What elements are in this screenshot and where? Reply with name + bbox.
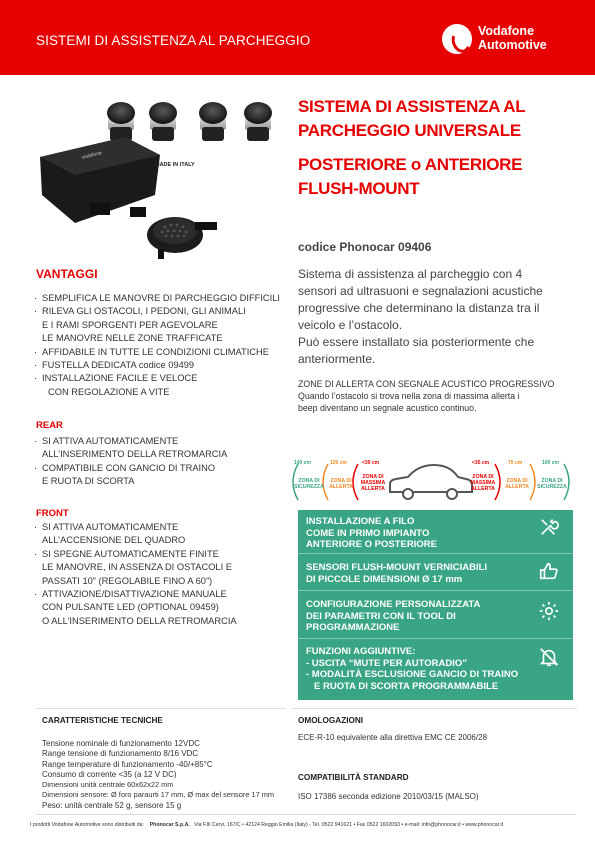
zone-label-safety: ZONA DI SICUREZZA [294, 478, 324, 490]
zone-distance: 100 cm [542, 460, 559, 466]
bell-off-icon [537, 646, 561, 670]
vodafone-logo-icon [442, 24, 472, 54]
spec-line: Tensione nominale di funzionamento 12VDC [42, 739, 200, 748]
feature-extra: FUNZIONI AGGIUNTIVE: - USCITA “MUTE PER AUTORADIO” - MODALITÀ ESCLUSIONE GANCIO DI TRAINO E RUOTA DI SCORTA PROGRAMMABILE [306, 646, 519, 692]
spec-line: Range temperature di funzionamento -40/+85°C [42, 759, 213, 769]
divider [292, 708, 577, 709]
thumbs-up-icon [537, 560, 561, 584]
list-item: · COMPATIBILE CON GANCIO DI TRAINO E RUOTA DI SCORTA [36, 462, 286, 489]
front-title: FRONT [36, 508, 69, 519]
divider [36, 708, 286, 709]
product-subtitle: POSTERIORE o ANTERIORE FLUSH-MOUNT [298, 155, 523, 198]
tools-icon [537, 516, 561, 540]
omologazioni-text: ECE-R-10 equivalente alla direttiva EMC CE 2006/28 [298, 733, 487, 742]
header-bar [0, 0, 595, 75]
specs-section [42, 716, 282, 811]
control-unit [40, 137, 160, 223]
zone-label-max-alert: ZONA DI MASSIMA ALLERTA [360, 474, 386, 492]
zone-label-safety: ZONA DI SICUREZZA [537, 478, 567, 490]
front-list [36, 521, 286, 628]
list-item: · SI SPEGNE AUTOMATICAMENTE FINITE LE MANOVRE, IN ASSENZA DI OSTACOLI E PASSATI 10” (REGOLABILE FINO A 60”) [36, 548, 286, 588]
zone-distance: <30 cm [362, 460, 380, 466]
vantaggi-title: VANTAGGI [36, 267, 98, 281]
zone-label-alert: ZONA DI ALLERTA [505, 478, 529, 490]
omologazioni-title: OMOLOGAZIONI [298, 716, 364, 725]
divider [298, 590, 573, 591]
zone-distance: 140 cm [294, 460, 311, 466]
header-title: SISTEMI DI ASSISTENZA AL PARCHEGGIO [36, 33, 311, 48]
sensor-3 [199, 102, 227, 141]
feature-sensors: SENSORI FLUSH-MOUNT VERNICIABILI DI PICCOLE DIMENSIONI Ø 17 mm [306, 562, 488, 585]
spec-line: Peso: unità centrale 52 g, sensore 15 g [42, 800, 182, 810]
spec-line: Dimensioni sensore: Ø foro paraurti 17 mm, Ø max del sensore 17 mm [42, 790, 275, 800]
product-code: codice Phonocar 09406 [298, 240, 432, 254]
vantaggi-list [36, 292, 286, 399]
zone-label-alert: ZONA DI ALLERTA [329, 478, 353, 490]
footer: I prodotti Vodafone Automotive sono distribuiti da: Phonocar S.p.A. Via F.lli Cervi, 167/C • 42124 Reggio Emilia (Italy) - Tel. 0522 941621 • Fax 0522 1602093 • e-mail: info@phonocar.it • www.phonocar.it [30, 822, 504, 828]
spec-line: Range tensione di funzionamento 8/16 VDC [42, 749, 199, 759]
spec-line: Dimensioni unità centrale 60x62x22 mm [42, 780, 174, 790]
zone-label-max-alert: ZONA DI MASSIMA ALLERTA [470, 474, 496, 492]
gear-icon [537, 600, 561, 624]
sensor-4 [244, 102, 272, 141]
certifications-section [298, 716, 578, 803]
list-item: · SEMPLIFICA LE MANOVRE DI PARCHEGGIO DIFFICILI [36, 292, 286, 305]
list-item: · AFFIDABILE IN TUTTE LE CONDIZIONI CLIMATICHE [36, 346, 286, 359]
buzzer [147, 217, 217, 259]
sensor-2 [149, 102, 177, 141]
product-description: Sistema di assistenza al parcheggio con 4 sensori ad ultrasuoni e segnalazioni acustiche progressive che determinano la distanza tra il veicolo e l’ostacolo. Può essere installato sia posteriormente che anteriormente. [298, 267, 543, 366]
zone-distance: 70 cm [508, 460, 523, 466]
zone-distance: <35 cm [472, 460, 490, 466]
divider [36, 814, 576, 815]
product-title: SISTEMA DI ASSISTENZA AL PARCHEGGIO UNIVERSALE [298, 97, 526, 140]
specs-title: CARATTERISTICHE TECNICHE [42, 716, 163, 725]
car-icon [390, 465, 472, 499]
spec-line: Consumo di corrente <35 (a 12 V DC) [42, 769, 177, 779]
brand-name: Vodafone Automotive [478, 24, 547, 52]
divider [298, 638, 573, 639]
svg-text:vodafone: vodafone [81, 150, 103, 161]
feature-install: INSTALLAZIONE A FILO COME IN PRIMO IMPIANTO ANTERIORE O POSTERIORE [306, 516, 437, 550]
zone-distance: 120 cm [330, 460, 347, 466]
list-item: · ATTIVAZIONE/DISATTIVAZIONE MANUALE CON PULSANTE LED (OPTIONAL 09459) O ALL’INSERIMENTO DELLA RETROMARCIA [36, 588, 286, 628]
zone-diagram [290, 458, 575, 506]
list-item: · RILEVA GLI OSTACOLI, I PEDONI, GLI ANIMALI E I RAMI SPORGENTI PER AGEVOLARE LE MANOVRE NELLE ZONE TRAFFICATE [36, 305, 286, 345]
feature-config: CONFIGURAZIONE PERSONALIZZATA DEI PARAMETRI CON IL TOOL DI PROGRAMMAZIONE [306, 599, 481, 633]
divider [298, 553, 573, 554]
zone-description: ZONE DI ALLERTA CON SEGNALE ACUSTICO PROGRESSIVO Quando l’ostacolo si trova nella zona di massima allerta i beep diventano un segnale acustico continuo. [298, 379, 555, 413]
list-item: · SI ATTIVA AUTOMATICAMENTE ALL’ACCENSIONE DEL QUADRO [36, 521, 286, 548]
list-item: · SI ATTIVA AUTOMATICAMENTE ALL’INSERIMENTO DELLA RETROMARCIA [36, 435, 286, 462]
list-item: · INSTALLAZIONE FACILE E VELOCE CON REGOLAZIONE A VITE [36, 372, 286, 399]
sensor-1 [107, 102, 135, 141]
product-image [30, 95, 285, 265]
rear-list [36, 435, 286, 489]
rear-title: REAR [36, 420, 63, 431]
compat-text: ISO 17386 seconda edizione 2010/03/15 (MALSO) [298, 792, 479, 802]
compat-title: COMPATIBILITÀ STANDARD [298, 773, 409, 783]
made-in-label: MADE IN ITALY [155, 162, 195, 168]
list-item: · FUSTELLA DEDICATA codice 09499 [36, 359, 286, 372]
features-box [298, 510, 573, 700]
